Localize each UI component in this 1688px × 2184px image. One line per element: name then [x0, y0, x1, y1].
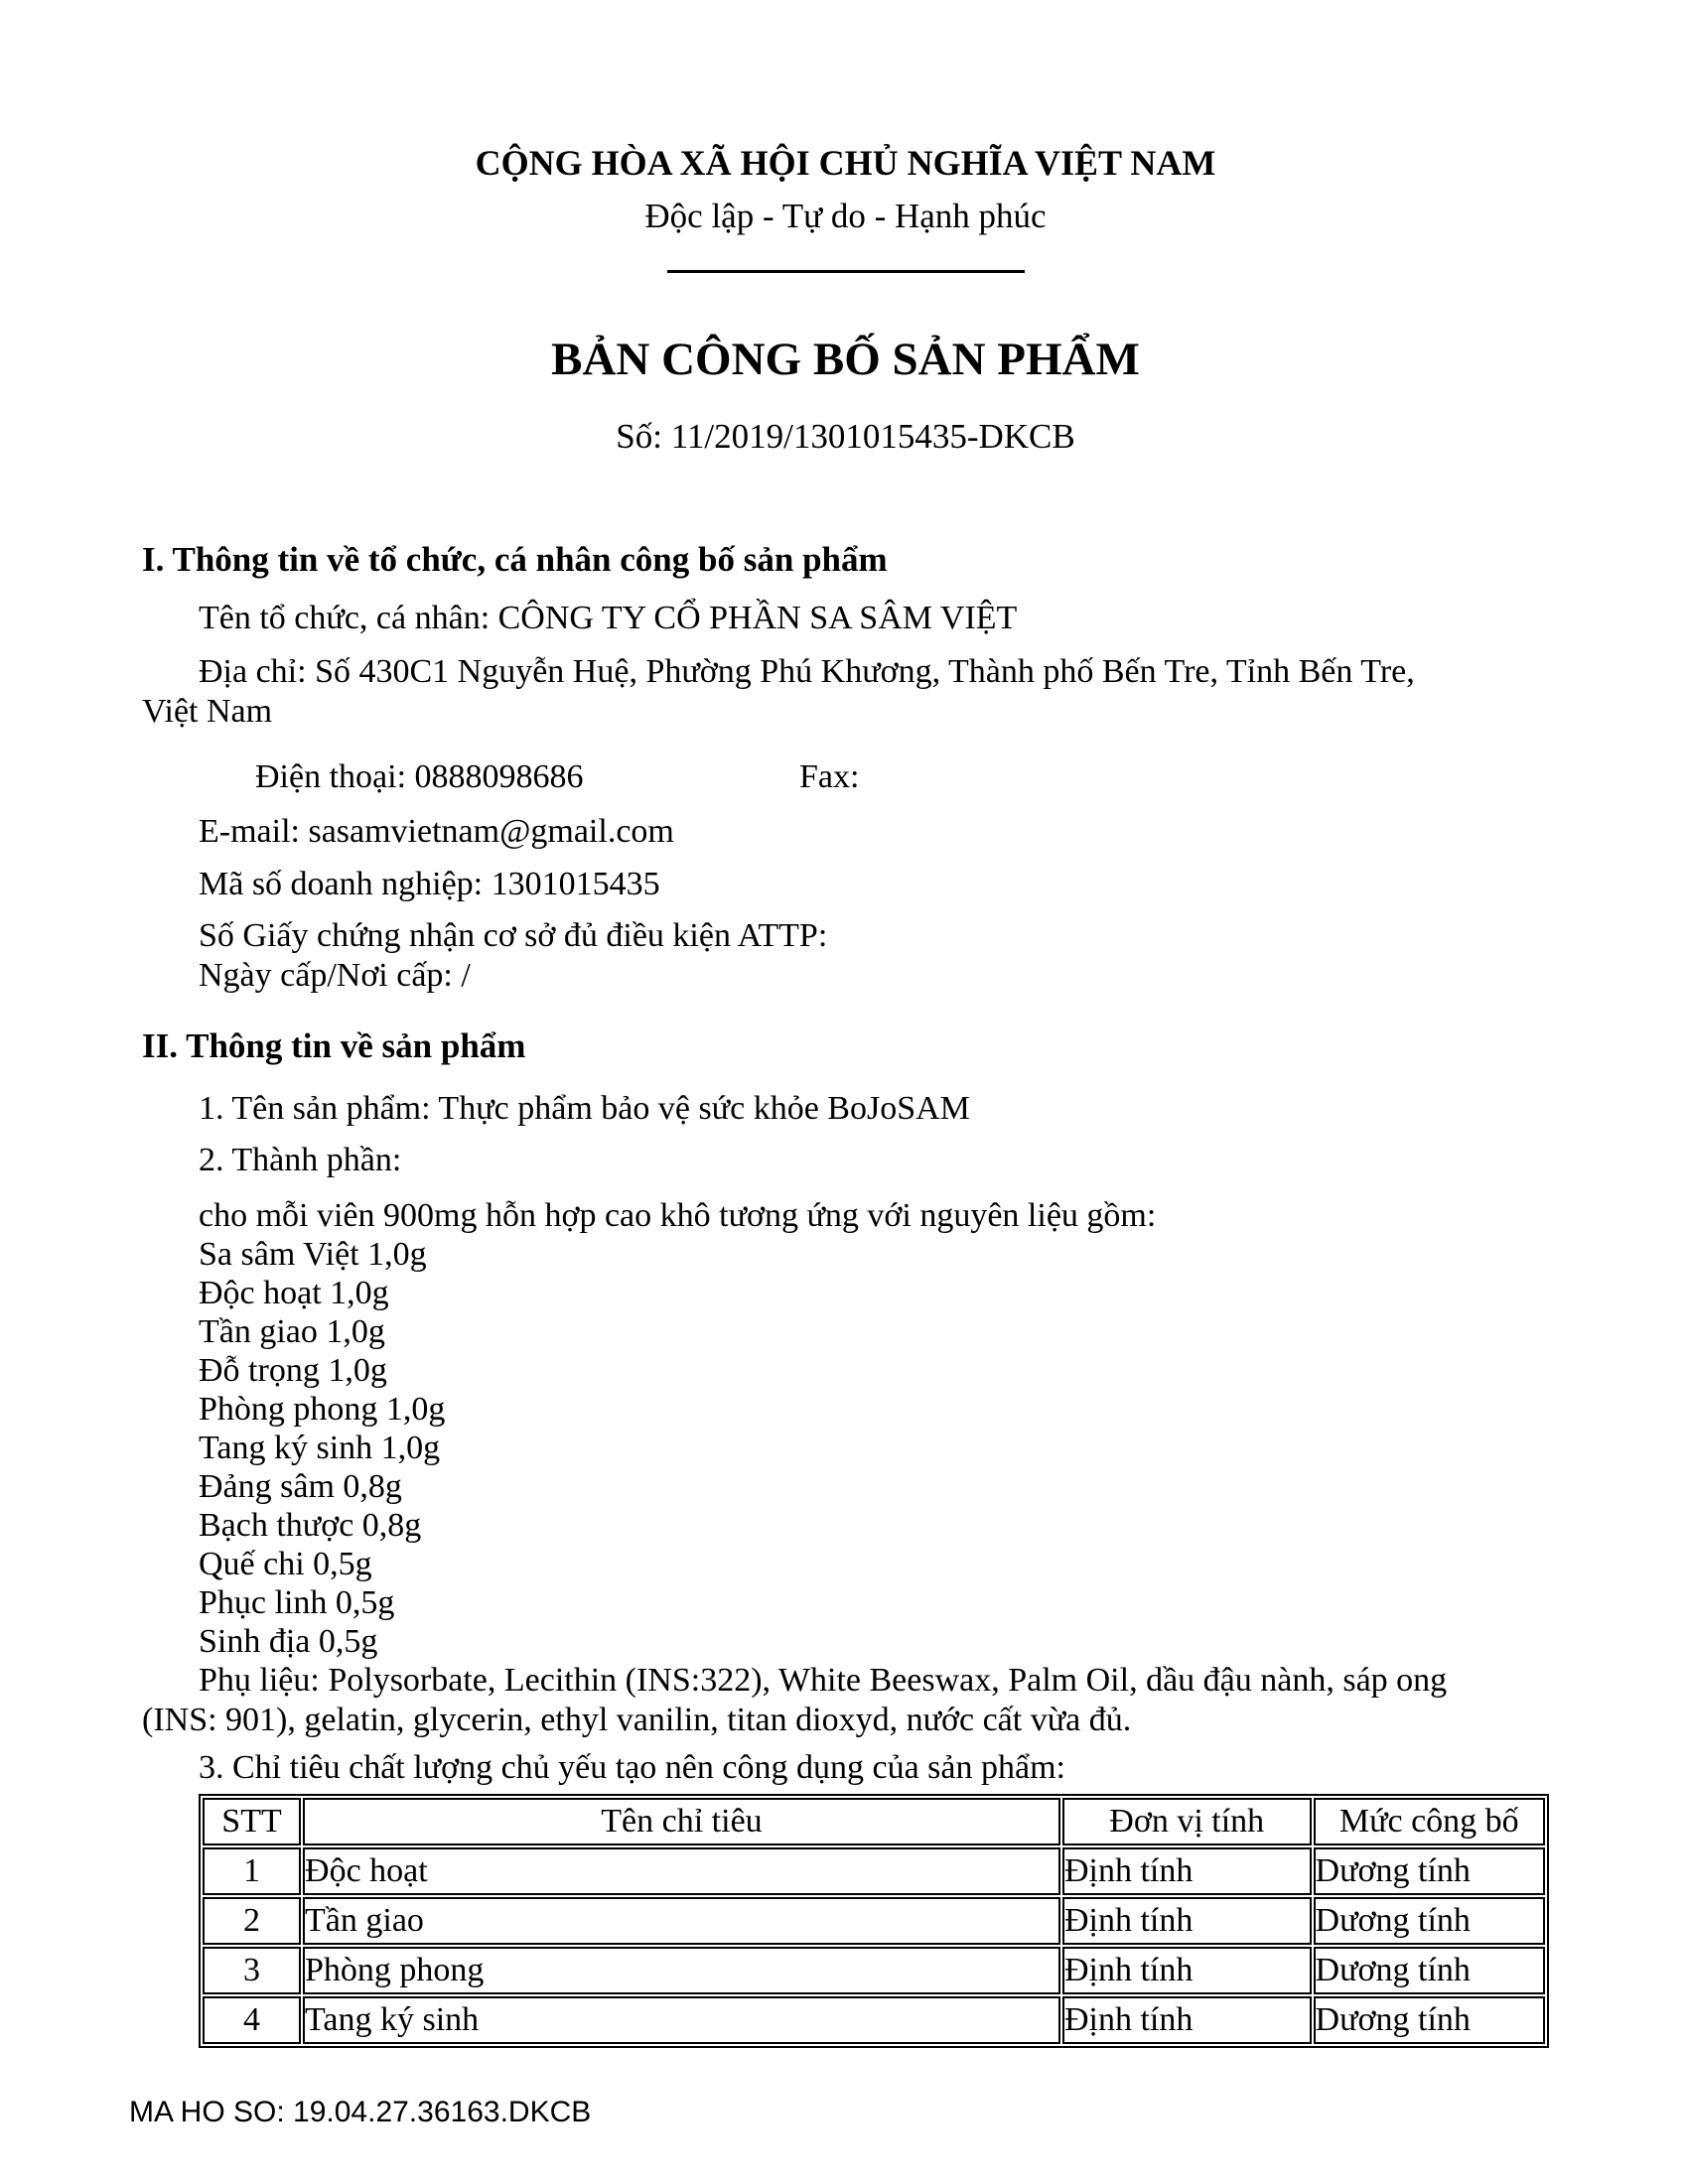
- ingredient-line: Bạch thược 0,8g: [199, 1507, 422, 1544]
- table-row: [203, 1996, 1545, 2044]
- cell-level: Dương tính: [1314, 1996, 1545, 2044]
- composition-heading: 2. Thành phần:: [199, 1142, 402, 1178]
- section2-heading: II. Thông tin về sản phẩm: [142, 1026, 526, 1065]
- cell-name: Độc hoạt: [303, 1847, 1060, 1895]
- cell-unit: Định tính: [1062, 1947, 1312, 1994]
- cell-level: Dương tính: [1314, 1947, 1545, 1994]
- table-header-unit: Đơn vị tính: [1062, 1798, 1312, 1845]
- table-row: [203, 1847, 1545, 1895]
- section1-heading: I. Thông tin về tổ chức, cá nhân công bố sản phẩm: [142, 540, 888, 579]
- table-header-row: [203, 1798, 1545, 1845]
- cell-unit: Định tính: [1062, 1847, 1312, 1895]
- ingredient-line: Đỗ trọng 1,0g: [199, 1352, 387, 1389]
- address-line: [142, 652, 1549, 732]
- national-motto: Độc lập - Tự do - Hạnh phúc: [644, 197, 1047, 235]
- document-header: [142, 139, 1549, 460]
- ingredient-line: Sa sâm Việt 1,0g: [199, 1236, 427, 1273]
- cell-name: Tang ký sinh: [303, 1996, 1060, 2044]
- phone-fax-line: [142, 757, 1549, 797]
- quality-heading: 3. Chỉ tiêu chất lượng chủ yếu tạo nên công dụng của sản phẩm:: [199, 1749, 1065, 1786]
- table-row: [203, 1947, 1545, 1994]
- cell-stt: 1: [203, 1847, 301, 1895]
- ingredient-line: Quế chi 0,5g: [199, 1546, 372, 1582]
- address-part-1: Địa chỉ: Số 430C1 Nguyễn Huệ, Phường Phú Khương, Thành phố Bến Tre, Tỉnh Bến Tre,: [199, 653, 1415, 690]
- ingredient-list: [142, 1196, 1549, 1661]
- table-header-stt: STT: [203, 1798, 301, 1845]
- ingredient-line: Tang ký sinh 1,0g: [199, 1430, 441, 1466]
- ingredient-line: Đảng sâm 0,8g: [199, 1468, 402, 1505]
- ingredient-line: Phòng phong 1,0g: [199, 1391, 446, 1428]
- cell-stt: 3: [203, 1947, 301, 1994]
- product-name-line: 1. Tên sản phẩm: Thực phẩm bảo vệ sức khỏe BoJoSAM: [199, 1090, 970, 1127]
- excipients-part-2: (INS: 901), gelatin, glycerin, ethyl vanilin, titan dioxyd, nước cất vừa đủ.: [142, 1702, 1132, 1738]
- excipients-line: [142, 1661, 1549, 1740]
- document-footer-code: MA HO SO: 19.04.27.36163.DKCB: [129, 2096, 592, 2128]
- table-header-name: Tên chỉ tiêu: [303, 1798, 1060, 1845]
- issue-date-place-line: Ngày cấp/Nơi cấp: /: [199, 957, 471, 994]
- cell-stt: 2: [203, 1897, 301, 1945]
- table-row: [203, 1897, 1545, 1945]
- business-code-line: Mã số doanh nghiệp: 1301015435: [199, 866, 660, 902]
- address-part-2: Việt Nam: [142, 693, 273, 730]
- cell-unit: Định tính: [1062, 1897, 1312, 1945]
- cell-name: Phòng phong: [303, 1947, 1060, 1994]
- document-number: Số: 11/2019/1301015435-DKCB: [616, 417, 1075, 456]
- quality-table: [199, 1794, 1549, 2048]
- national-title: CỘNG HÒA XÃ HỘI CHỦ NGHĨA VIỆT NAM: [475, 143, 1216, 183]
- email-line: E-mail: sasamvietnam@gmail.com: [199, 813, 674, 850]
- document-title: BẢN CÔNG BỐ SẢN PHẨM: [551, 334, 1140, 385]
- cell-level: Dương tính: [1314, 1897, 1545, 1945]
- cell-stt: 4: [203, 1996, 301, 2044]
- ingredient-line: Sinh địa 0,5g: [199, 1623, 378, 1660]
- cell-name: Tần giao: [303, 1897, 1060, 1945]
- ingredient-line: Phục linh 0,5g: [199, 1584, 395, 1621]
- ingredient-line: cho mỗi viên 900mg hỗn hợp cao khô tương ứng với nguyên liệu gồm:: [199, 1197, 1157, 1234]
- attp-certificate-line: Số Giấy chứng nhận cơ sở đủ điều kiện ATTP:: [199, 917, 828, 954]
- ingredient-line: Tần giao 1,0g: [199, 1313, 385, 1350]
- excipients-part-1: Phụ liệu: Polysorbate, Lecithin (INS:322), White Beeswax, Palm Oil, dầu đậu nành, sáp ong: [199, 1662, 1448, 1699]
- table-header-level: Mức công bố: [1314, 1798, 1545, 1845]
- org-name-line: Tên tổ chức, cá nhân: CÔNG TY CỔ PHẦN SA SÂM VIỆT: [199, 600, 1018, 636]
- phone-value: Điện thoại: 0888098686: [255, 758, 584, 795]
- fax-label: Fax:: [799, 758, 860, 795]
- cell-level: Dương tính: [1314, 1847, 1545, 1895]
- ingredient-line: Độc hoạt 1,0g: [199, 1275, 389, 1311]
- header-rule: [667, 270, 1025, 273]
- cell-unit: Định tính: [1062, 1996, 1312, 2044]
